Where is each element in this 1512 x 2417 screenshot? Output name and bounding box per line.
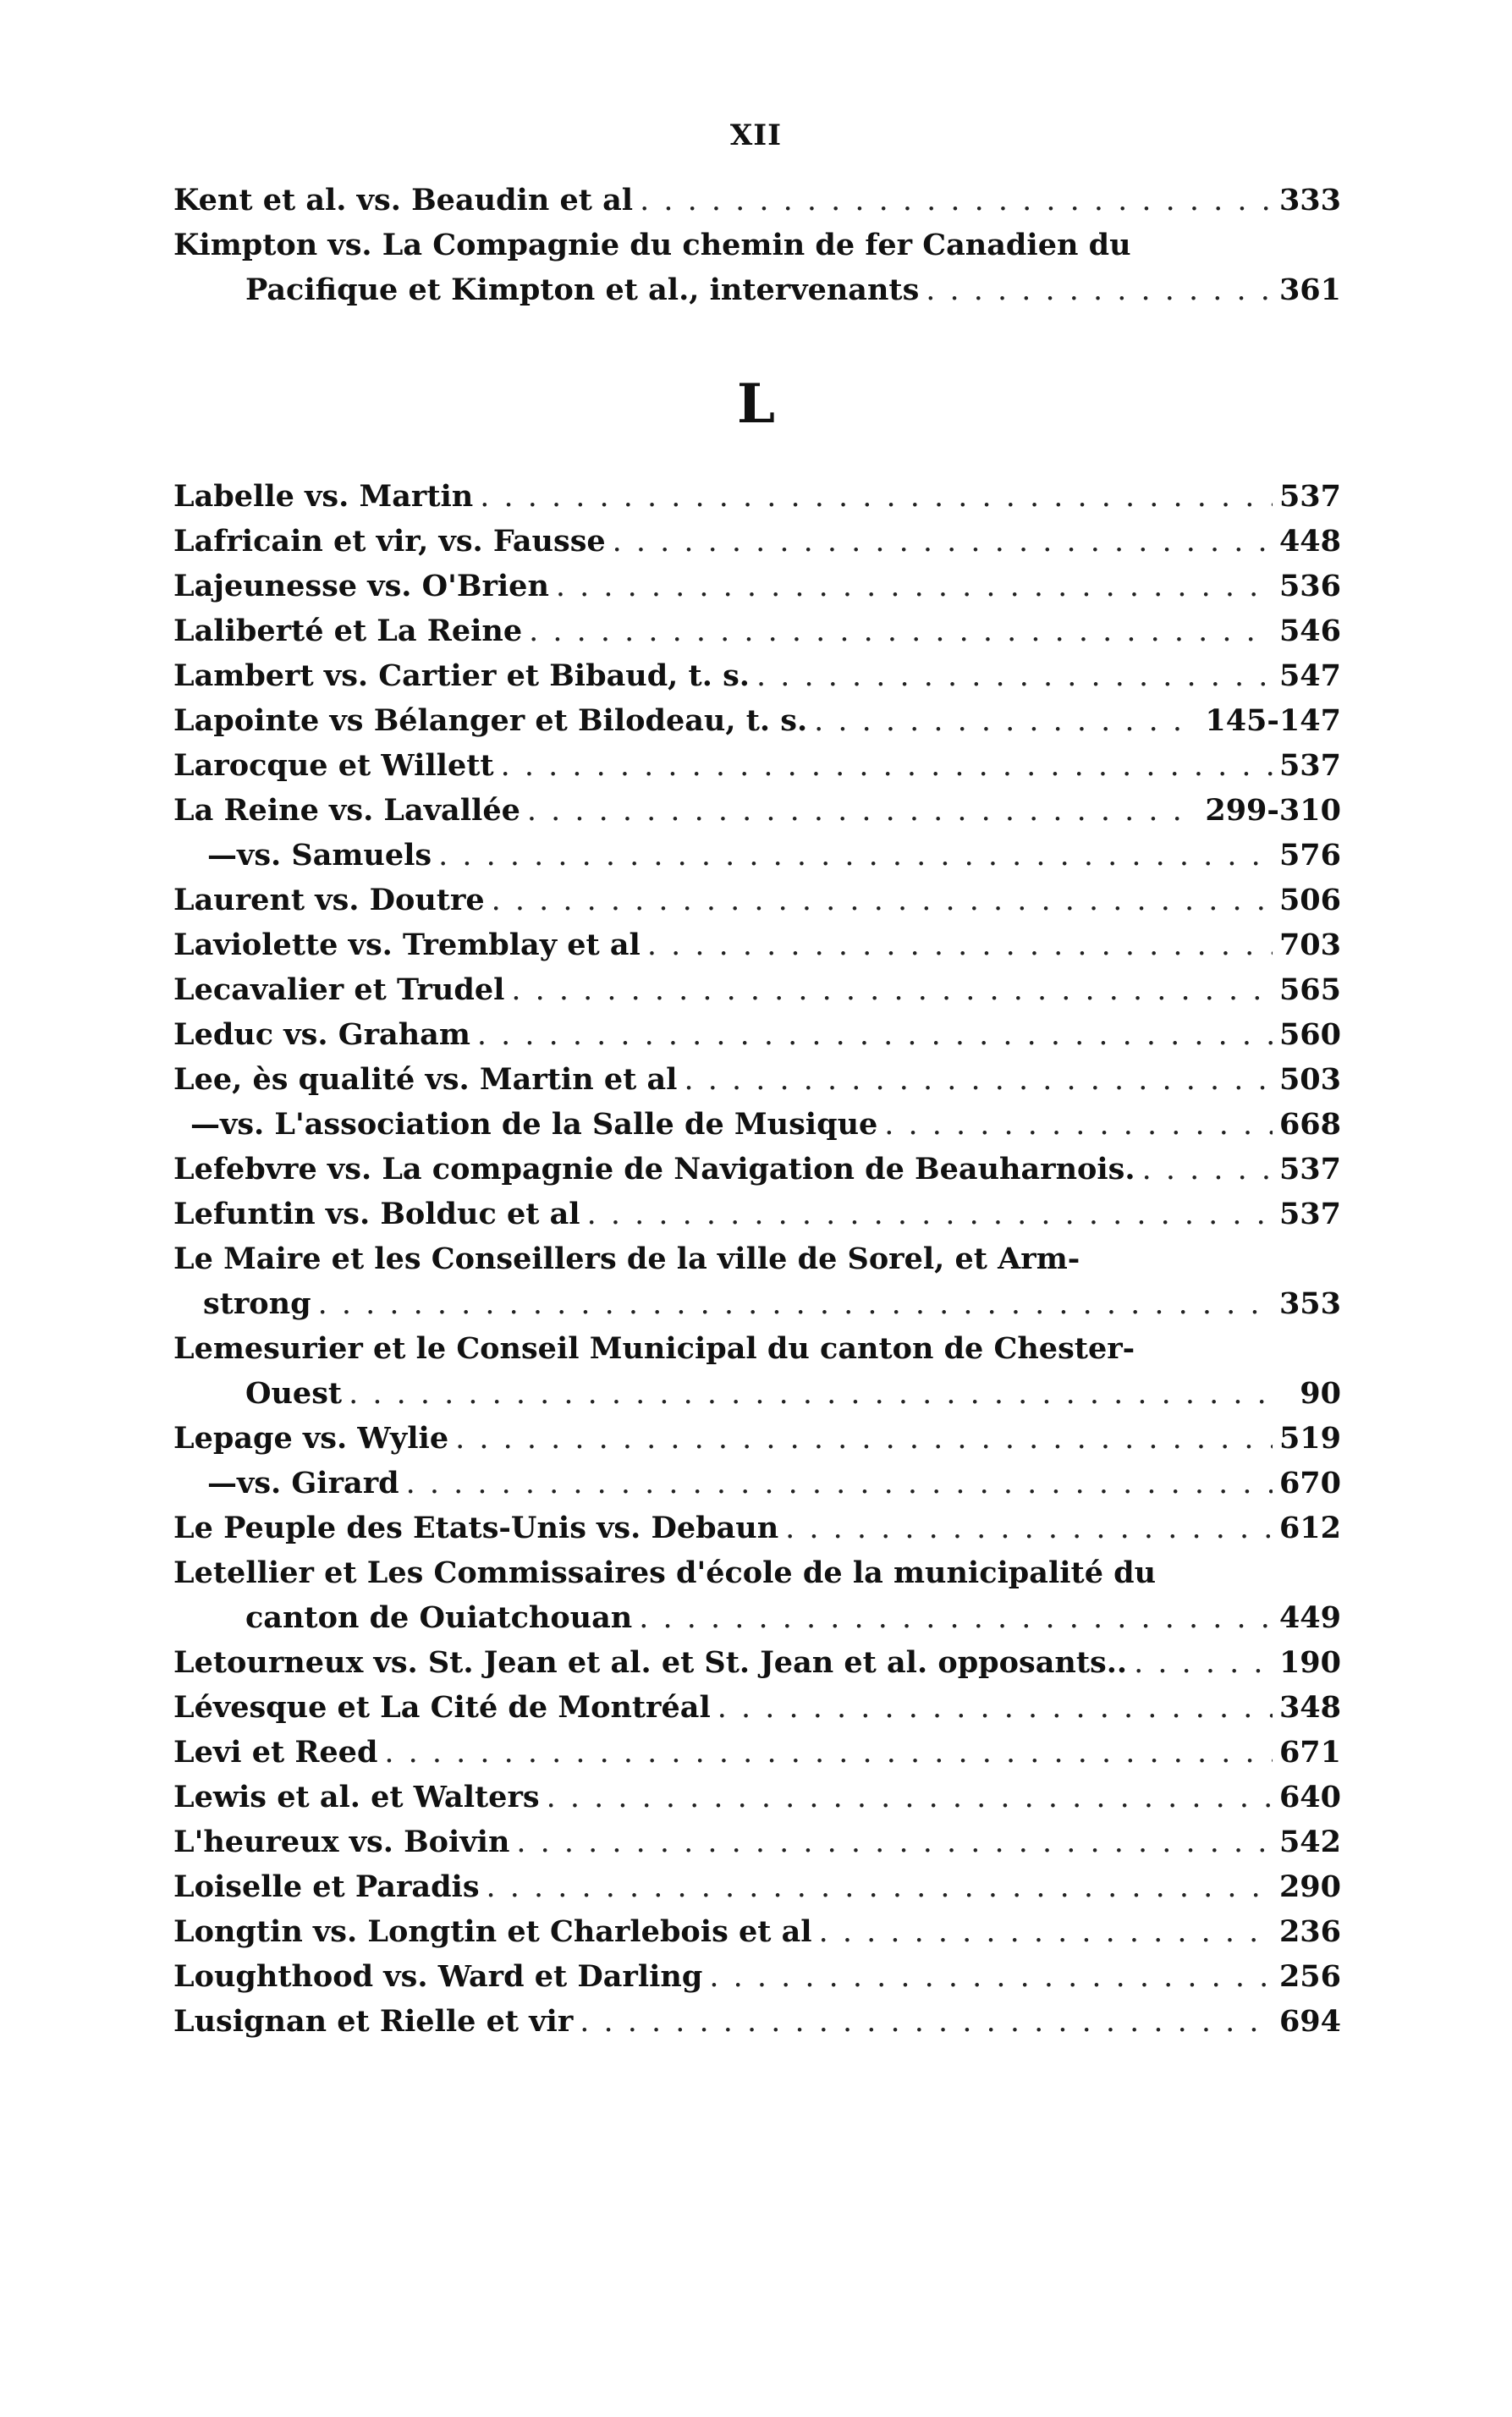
entry-line <box>173 223 1341 267</box>
entry-page: 694 <box>1278 2004 1341 2039</box>
entry-page: 290 <box>1278 1869 1341 1904</box>
entry-page: 190 <box>1278 1645 1341 1680</box>
dot-leader <box>814 699 1198 744</box>
index-entry <box>173 967 1341 1012</box>
dot-leader <box>384 1731 1273 1776</box>
dot-leader <box>884 1103 1273 1148</box>
entry-title: vs. Girard <box>237 1466 399 1500</box>
dot-leader <box>556 564 1273 609</box>
entry-page: 640 <box>1278 1780 1341 1814</box>
dot-leader <box>516 1820 1273 1865</box>
dot-leader <box>487 1865 1273 1910</box>
index-entry <box>173 608 1341 653</box>
index-entry <box>173 1102 1341 1147</box>
index-entry <box>173 1506 1341 1550</box>
entry-title: Lafricain et vir, vs. Fausse <box>173 524 606 559</box>
entry-line <box>173 698 1341 743</box>
entry-line <box>173 474 1341 519</box>
entry-line <box>173 967 1341 1012</box>
entry-line <box>173 653 1341 698</box>
index-entry <box>173 1820 1341 1864</box>
entry-line <box>173 1281 1341 1326</box>
entry-line <box>173 1236 1341 1281</box>
dot-leader <box>819 1910 1273 1955</box>
entry-line <box>173 1326 1341 1371</box>
index-entry <box>173 1864 1341 1909</box>
entry-page: 612 <box>1278 1511 1341 1545</box>
entry-title: Labelle vs. Martin <box>173 479 474 514</box>
entry-title: Levi et Reed <box>173 1735 378 1770</box>
entry-title: Larocque et Willett <box>173 748 494 783</box>
dot-leader <box>718 1686 1273 1731</box>
dot-leader <box>684 1058 1272 1103</box>
entry-line <box>173 743 1341 788</box>
entry-page: 560 <box>1278 1017 1341 1052</box>
entry-title: Le Maire et les Conseillers de la ville de Sorel, et Arm- <box>173 1242 1080 1276</box>
entry-title: Lemesurier et le Conseil Municipal du canton de Chester- <box>173 1331 1135 1366</box>
index-entry <box>173 223 1341 312</box>
index-entry <box>173 1147 1341 1192</box>
entry-title: canton de Ouiatchouan <box>245 1600 633 1635</box>
entry-title: Lefebvre vs. La compagnie de Navigation de Beauharnois. <box>173 1152 1135 1186</box>
entry-page: 333 <box>1278 183 1341 217</box>
dot-leader <box>318 1282 1273 1327</box>
k-section <box>173 178 1341 312</box>
entry-page: 547 <box>1278 658 1341 693</box>
page-number: XII <box>729 118 783 152</box>
index-entry <box>173 519 1341 564</box>
entry-line <box>173 1820 1341 1864</box>
entry-page: 503 <box>1278 1062 1341 1097</box>
index-entry <box>173 1954 1341 1999</box>
index-entry <box>173 1730 1341 1775</box>
entry-title: L'heureux vs. Boivin <box>173 1825 510 1859</box>
entry-title: Pacifique et Kimpton et al., intervenants <box>245 273 920 307</box>
dot-leader <box>480 475 1273 520</box>
index-entry <box>173 1236 1341 1326</box>
ditto-mark: — <box>190 1107 220 1142</box>
index-entry <box>173 788 1341 833</box>
index-entry <box>173 1416 1341 1461</box>
entry-line <box>173 788 1341 833</box>
entry-page: 299-310 <box>1205 793 1341 828</box>
entry-page: 361 <box>1278 273 1341 307</box>
entry-title: Lee, ès qualité vs. Martin et al <box>173 1062 678 1097</box>
index-entry <box>173 698 1341 743</box>
index-entry <box>173 833 1341 878</box>
index-entry <box>173 474 1341 519</box>
entry-title: Kimpton vs. La Compagnie du chemin de fer Canadien du <box>173 228 1131 262</box>
index-entry <box>173 1461 1341 1506</box>
entry-line <box>173 1909 1341 1954</box>
entry-page: 670 <box>1278 1466 1341 1500</box>
entry-page: 537 <box>1278 1197 1341 1231</box>
dot-leader <box>613 520 1273 564</box>
entry-line <box>173 1102 1341 1147</box>
entry-title: Lusignan et Rielle et vir <box>173 2004 574 2039</box>
entry-line <box>173 1416 1341 1461</box>
entry-title: vs. Samuels <box>237 838 432 873</box>
entry-title: Lambert vs. Cartier et Bibaud, t. s. <box>173 658 750 693</box>
dot-leader <box>349 1372 1284 1417</box>
dot-leader <box>647 923 1273 968</box>
dot-leader <box>501 744 1273 789</box>
entry-page: 668 <box>1278 1107 1341 1142</box>
entry-line <box>173 1550 1341 1595</box>
entry-title: Leduc vs. Graham <box>173 1017 470 1052</box>
dot-leader <box>527 789 1198 834</box>
entry-page: 671 <box>1278 1735 1341 1770</box>
entry-page: 565 <box>1278 972 1341 1007</box>
entry-title: Letellier et Les Commissaires d'école de la municipalité du <box>173 1555 1157 1590</box>
entry-line <box>173 267 1341 312</box>
dot-leader <box>547 1776 1273 1820</box>
dot-leader <box>529 609 1273 654</box>
entry-line <box>173 1999 1341 2044</box>
index-entry <box>173 564 1341 608</box>
dot-leader <box>492 878 1273 923</box>
entry-line <box>173 1057 1341 1102</box>
entry-line <box>173 1595 1341 1640</box>
entry-title: Lapointe vs Bélanger et Bilodeau, t. s. <box>173 703 808 738</box>
entry-page: 449 <box>1278 1600 1341 1635</box>
entry-line <box>173 833 1341 878</box>
dot-leader <box>580 2000 1273 2045</box>
entry-title: Lévesque et La Cité de Montréal <box>173 1690 711 1725</box>
entry-line <box>173 922 1341 967</box>
dot-leader <box>511 968 1273 1013</box>
entry-page: 536 <box>1278 569 1341 603</box>
entry-line <box>173 1192 1341 1236</box>
dot-leader <box>709 1955 1273 2000</box>
dot-leader <box>477 1013 1273 1058</box>
index-entry <box>173 1550 1341 1640</box>
entry-title: Kent et al. vs. Beaudin et al <box>173 183 634 217</box>
index-entry <box>173 1326 1341 1416</box>
l-section <box>173 474 1341 2044</box>
index-entry <box>173 1909 1341 1954</box>
index-entry <box>173 1012 1341 1057</box>
dot-leader <box>406 1462 1273 1506</box>
entry-line <box>173 1775 1341 1820</box>
entry-line <box>173 1640 1341 1685</box>
dot-leader <box>640 179 1273 223</box>
entry-line <box>173 1461 1341 1506</box>
entry-line <box>173 1147 1341 1192</box>
entry-page: 448 <box>1278 524 1341 559</box>
entry-page: 256 <box>1278 1959 1341 1994</box>
dot-leader <box>785 1506 1273 1551</box>
entry-page: 542 <box>1278 1825 1341 1859</box>
entry-line <box>173 564 1341 608</box>
ditto-mark: — <box>207 838 237 873</box>
section-letter: L <box>737 372 775 436</box>
entry-line <box>173 178 1341 223</box>
dot-leader <box>1142 1148 1273 1192</box>
entry-page: 537 <box>1278 748 1341 783</box>
ditto-mark: — <box>207 1466 237 1500</box>
index-entry <box>173 1999 1341 2044</box>
entry-page: 90 <box>1300 1376 1341 1411</box>
index-entry <box>173 922 1341 967</box>
entry-page: 703 <box>1278 928 1341 962</box>
entry-title: Lefuntin vs. Bolduc et al <box>173 1197 580 1231</box>
dot-leader <box>438 834 1273 878</box>
entry-title: strong <box>203 1286 311 1321</box>
entry-line <box>173 1954 1341 1999</box>
entry-page: 353 <box>1278 1286 1341 1321</box>
entry-page: 506 <box>1278 883 1341 917</box>
index-entry <box>173 1192 1341 1236</box>
index-entry <box>173 178 1341 223</box>
entry-title: Lecavalier et Trudel <box>173 972 505 1007</box>
dot-leader <box>756 654 1273 699</box>
entry-line <box>173 608 1341 653</box>
entry-title: Laviolette vs. Tremblay et al <box>173 928 641 962</box>
entry-title: Loughthood vs. Ward et Darling <box>173 1959 703 1994</box>
entry-title: Loiselle et Paradis <box>173 1869 480 1904</box>
entry-title: Lajeunesse vs. O'Brien <box>173 569 549 603</box>
entry-page: 145-147 <box>1205 703 1341 738</box>
entry-line <box>173 878 1341 922</box>
entry-page: 537 <box>1278 479 1341 514</box>
entry-page: 519 <box>1278 1421 1341 1456</box>
entry-line <box>173 519 1341 564</box>
dot-leader <box>639 1596 1273 1641</box>
index-entry <box>173 1775 1341 1820</box>
index-entry <box>173 1640 1341 1685</box>
entry-page: 546 <box>1278 614 1341 648</box>
index-entry <box>173 653 1341 698</box>
entry-page: 537 <box>1278 1152 1341 1186</box>
index-entry <box>173 1685 1341 1730</box>
entry-line <box>173 1012 1341 1057</box>
entry-line <box>173 1371 1341 1416</box>
entry-line <box>173 1685 1341 1730</box>
entry-title: Letourneux vs. St. Jean et al. et St. Jean et al. opposants.. <box>173 1645 1128 1680</box>
entry-title: Laurent vs. Doutre <box>173 883 485 917</box>
index-entry <box>173 743 1341 788</box>
entry-title: Lepage vs. Wylie <box>173 1421 449 1456</box>
entry-title: Le Peuple des Etats-Unis vs. Debaun <box>173 1511 779 1545</box>
entry-title: Longtin vs. Longtin et Charlebois et al <box>173 1914 812 1949</box>
dot-leader <box>587 1192 1273 1237</box>
entry-page: 576 <box>1278 838 1341 873</box>
entry-page: 236 <box>1278 1914 1341 1949</box>
entry-title: Laliberté et La Reine <box>173 614 523 648</box>
entry-page: 348 <box>1278 1690 1341 1725</box>
dot-leader <box>926 268 1273 313</box>
entry-line <box>173 1864 1341 1909</box>
entry-title: Ouest <box>245 1376 343 1411</box>
entry-title: vs. L'association de la Salle de Musique <box>220 1107 878 1142</box>
entry-line <box>173 1506 1341 1550</box>
index-entry <box>173 878 1341 922</box>
entry-line <box>173 1730 1341 1775</box>
entry-title: Lewis et al. et Walters <box>173 1780 540 1814</box>
dot-leader <box>1134 1641 1273 1686</box>
dot-leader <box>455 1417 1273 1462</box>
entry-title: La Reine vs. Lavallée <box>173 793 520 828</box>
index-entry <box>173 1057 1341 1102</box>
